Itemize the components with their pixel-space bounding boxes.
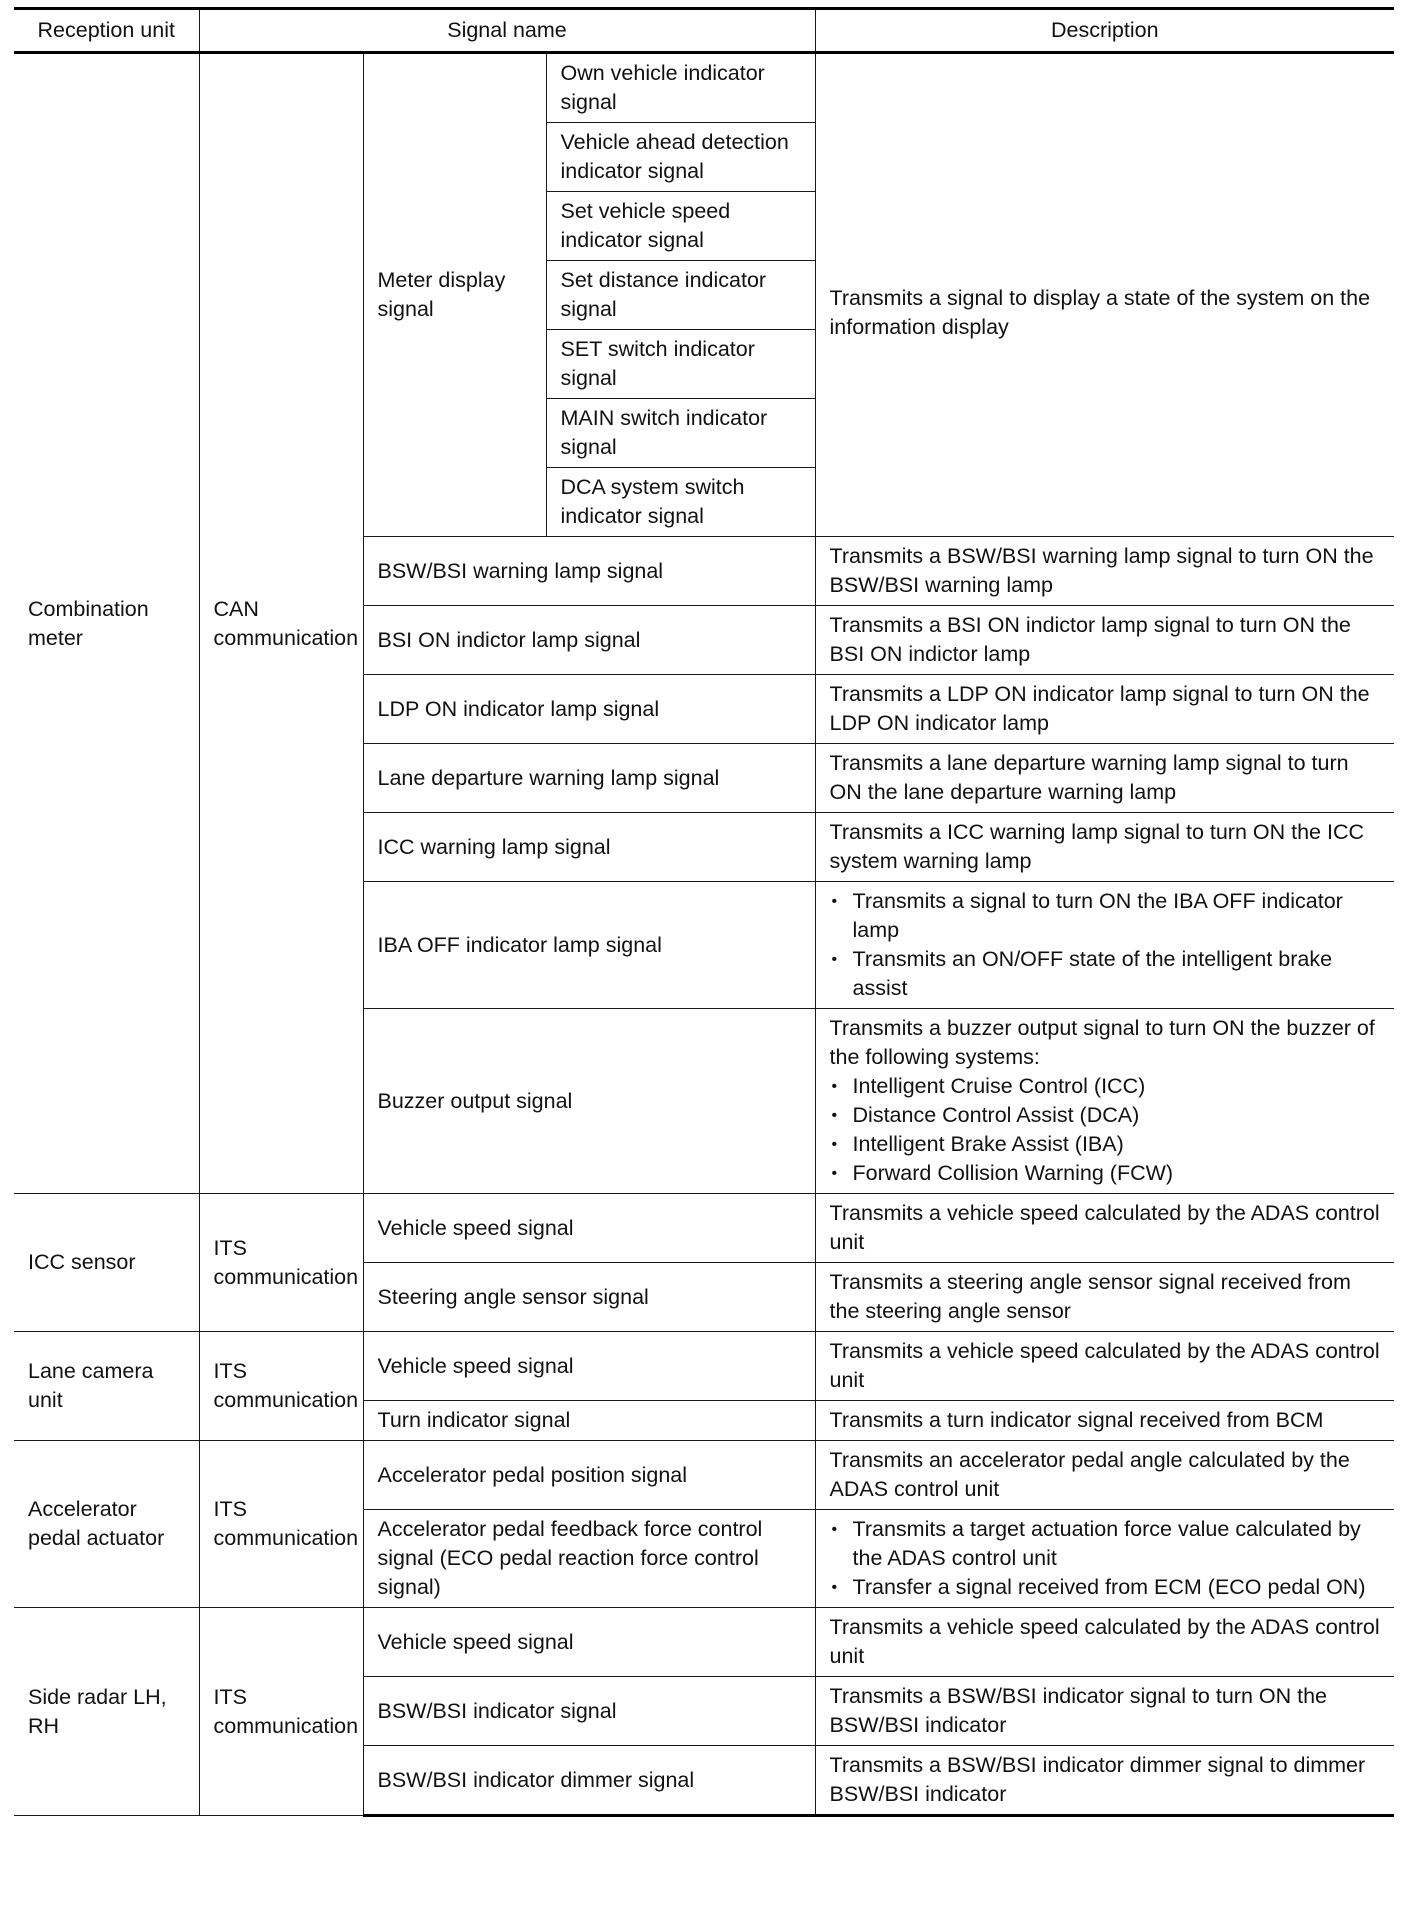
description-cell: Transmits a BSW/BSI warning lamp signal to turn ON the BSW/BSI warning lamp	[815, 537, 1394, 606]
description-cell: Transmits an accelerator pedal angle calculated by the ADAS control unit	[815, 1441, 1394, 1510]
description-cell	[815, 882, 1394, 1009]
description-cell: Transmits a lane departure warning lamp signal to turn ON the lane departure warning lamp	[815, 744, 1394, 813]
bullet-item: • Distance Control Assist (DCA)	[830, 1101, 1381, 1130]
signal-name-cell: Lane departure warning lamp signal	[363, 744, 815, 813]
signal-name-cell: Turn indicator signal	[363, 1401, 815, 1441]
bullet-item: • Transmits an ON/OFF state of the intelligent brake assist	[830, 945, 1381, 1003]
signal-table-container	[14, 7, 1394, 1817]
description-cell	[815, 1009, 1394, 1194]
signal-name-cell: Accelerator pedal feedback force control signal (ECO pedal reaction force control signal)	[363, 1510, 815, 1608]
description-cell: Transmits a BSI ON indictor lamp signal to turn ON the BSI ON indictor lamp	[815, 606, 1394, 675]
sub-signal-cell: Own vehicle indicator signal	[546, 53, 815, 123]
header-row	[14, 9, 1394, 53]
sub-signal-cell: Vehicle ahead detection indicator signal	[546, 123, 815, 192]
description-cell: Transmits a steering angle sensor signal received from the steering angle sensor	[815, 1263, 1394, 1332]
communication-cell: ITS communication	[199, 1194, 363, 1332]
bullet-list	[830, 1072, 1381, 1188]
description-cell: Transmits a turn indicator signal received from BCM	[815, 1401, 1394, 1441]
signal-name-cell: BSW/BSI indicator dimmer signal	[363, 1746, 815, 1816]
signal-name-cell: ICC warning lamp signal	[363, 813, 815, 882]
description-cell: Transmits a BSW/BSI indicator signal to turn ON the BSW/BSI indicator	[815, 1677, 1394, 1746]
description-cell: Transmits a BSW/BSI indicator dimmer signal to dimmer BSW/BSI indicator	[815, 1746, 1394, 1816]
sub-signal-cell: MAIN switch indicator signal	[546, 399, 815, 468]
sub-signal-cell: Set distance indicator signal	[546, 261, 815, 330]
signal-table	[14, 7, 1394, 1817]
bullet-item: • Forward Collision Warning (FCW)	[830, 1159, 1381, 1188]
header-description: Description	[815, 9, 1394, 53]
description-cell: Transmits a ICC warning lamp signal to turn ON the ICC system warning lamp	[815, 813, 1394, 882]
signal-name-cell: LDP ON indicator lamp signal	[363, 675, 815, 744]
reception-unit-cell: ICC sensor	[14, 1194, 199, 1332]
signal-name-cell: IBA OFF indicator lamp signal	[363, 882, 815, 1009]
reception-unit-cell: Accelerator pedal actuator	[14, 1441, 199, 1608]
sub-signal-cell: SET switch indicator signal	[546, 330, 815, 399]
signal-name-cell: BSW/BSI warning lamp signal	[363, 537, 815, 606]
reception-unit-cell: Lane camera unit	[14, 1332, 199, 1441]
description-cell	[815, 1510, 1394, 1608]
bullet-item: • Intelligent Brake Assist (IBA)	[830, 1130, 1381, 1159]
bullet-item: • Intelligent Cruise Control (ICC)	[830, 1072, 1381, 1101]
bullet-list	[830, 887, 1381, 1003]
description-cell: Transmits a vehicle speed calculated by the ADAS control unit	[815, 1332, 1394, 1401]
table-row	[14, 1608, 1394, 1677]
table-row	[14, 1441, 1394, 1510]
bullet-item: • Transfer a signal received from ECM (ECO pedal ON)	[830, 1573, 1381, 1602]
signal-name-cell: BSW/BSI indicator signal	[363, 1677, 815, 1746]
table-row	[14, 53, 1394, 123]
table-row	[14, 1332, 1394, 1401]
bullet-item: • Transmits a signal to turn ON the IBA OFF indicator lamp	[830, 887, 1381, 945]
signal-name-cell: Vehicle speed signal	[363, 1332, 815, 1401]
communication-cell: CAN communication	[199, 53, 363, 1194]
description-cell: Transmits a signal to display a state of the system on the information display	[815, 53, 1394, 537]
signal-name-cell: Vehicle speed signal	[363, 1194, 815, 1263]
header-reception-unit: Reception unit	[14, 9, 199, 53]
signal-name-cell: Steering angle sensor signal	[363, 1263, 815, 1332]
communication-cell: ITS communication	[199, 1332, 363, 1441]
signal-name-cell: Buzzer output signal	[363, 1009, 815, 1194]
sub-signal-cell: Set vehicle speed indicator signal	[546, 192, 815, 261]
reception-unit-cell: Combination meter	[14, 53, 199, 1194]
header-signal-name: Signal name	[199, 9, 815, 53]
description-cell: Transmits a LDP ON indicator lamp signal to turn ON the LDP ON indicator lamp	[815, 675, 1394, 744]
table-row	[14, 1194, 1394, 1263]
description-cell: Transmits a vehicle speed calculated by the ADAS control unit	[815, 1608, 1394, 1677]
signal-name-cell: BSI ON indictor lamp signal	[363, 606, 815, 675]
description-cell: Transmits a vehicle speed calculated by the ADAS control unit	[815, 1194, 1394, 1263]
reception-unit-cell: Side radar LH, RH	[14, 1608, 199, 1816]
signal-name-cell: Meter display signal	[363, 53, 546, 537]
bullet-item: • Transmits a target actuation force value calculated by the ADAS control unit	[830, 1515, 1381, 1573]
sub-signal-cell: DCA system switch indicator signal	[546, 468, 815, 537]
communication-cell: ITS communication	[199, 1441, 363, 1608]
bullet-list	[830, 1515, 1381, 1602]
description-intro: Transmits a buzzer output signal to turn ON the buzzer of the following systems:	[829, 1016, 1375, 1069]
signal-name-cell: Accelerator pedal position signal	[363, 1441, 815, 1510]
signal-name-cell: Vehicle speed signal	[363, 1608, 815, 1677]
communication-cell: ITS communication	[199, 1608, 363, 1816]
